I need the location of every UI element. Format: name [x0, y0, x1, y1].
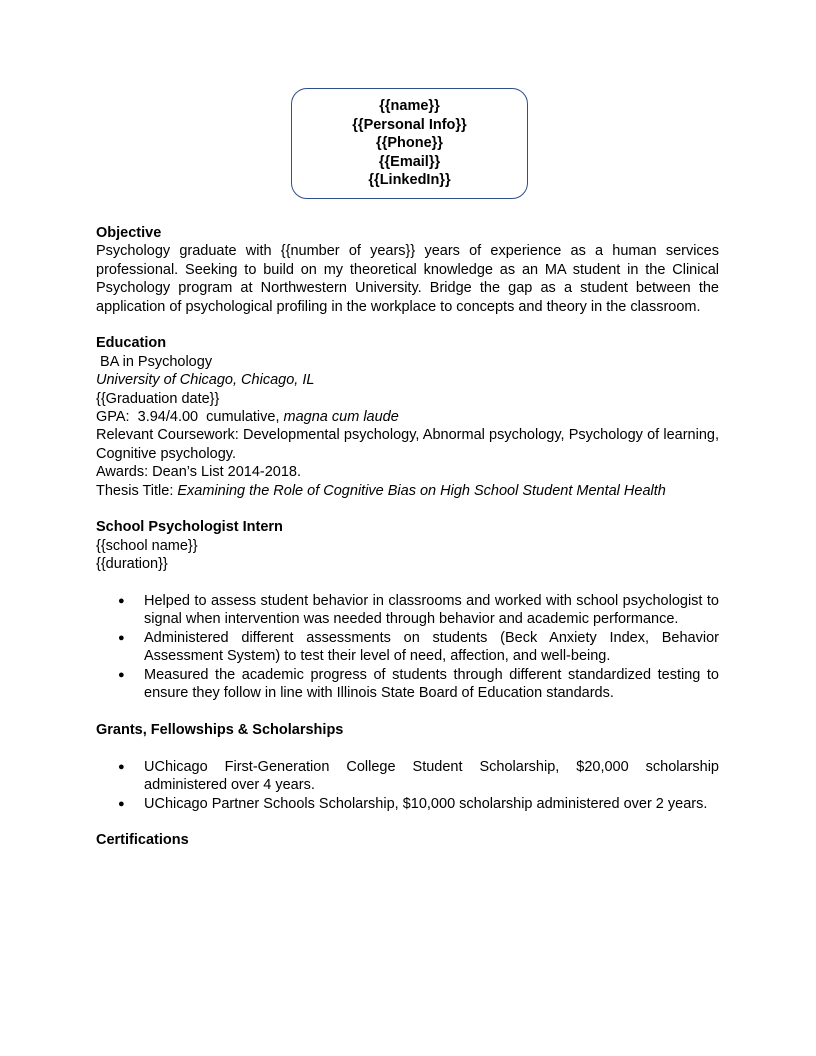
list-item: [96, 629, 719, 666]
name-placeholder: {{name}}: [379, 98, 440, 115]
thesis-label: Thesis Title:: [96, 482, 178, 499]
list-item: [96, 592, 719, 629]
bullet-text: Helped to assess student behavior in classrooms and worked with school psychologist to signal when intervention was needed through behavior and academic performance.: [144, 593, 719, 628]
degree: BA in Psychology: [96, 353, 213, 370]
grants-heading: Grants, Fellowships & Scholarships: [96, 721, 344, 738]
gpa-honor: magna cum laude: [283, 409, 399, 426]
thesis-title: Examining the Role of Cognitive Bias on High School Student Mental Health: [177, 482, 666, 499]
school: University of Chicago, Chicago, IL: [96, 372, 315, 389]
resume-body: [96, 224, 719, 850]
list-item: [96, 666, 719, 703]
duration-placeholder: {{duration}}: [96, 556, 168, 573]
bullet-text: UChicago Partner Schools Scholarship, $10,000 scholarship administered over 2 years.: [144, 795, 708, 812]
experience-heading: School Psychologist Intern: [96, 519, 283, 536]
education-heading: Education: [96, 335, 167, 352]
experience-bullet-list: [96, 592, 719, 702]
bullet-text: Measured the academic progress of students through different standardized testing to ensure they follow in line with Illinois State Board of Education standards.: [144, 666, 719, 702]
awards: Awards: Dean’s List 2014-2018.: [96, 464, 302, 481]
phone-placeholder: {{Phone}}: [376, 135, 443, 152]
graduation-date: {{Graduation date}}: [96, 390, 220, 407]
list-item: [96, 795, 719, 813]
contact-header-box: [291, 88, 528, 199]
bullet-text: UChicago First-Generation College Student Scholarship, $20,000 scholarship administered over 4 years.: [144, 758, 719, 794]
bullet-icon: [118, 795, 125, 813]
certifications-heading: Certifications: [96, 832, 189, 849]
linkedin-placeholder: {{LinkedIn}}: [368, 172, 451, 189]
bullet-icon: [118, 758, 125, 776]
objective-text: Psychology graduate with {{number of years}} years of experience as a human services professional. Seeking to build on my theoretical knowledge as an MA student in the Clinical Psychology program at Northwestern University. Bridge the gap as a student between the application of psychological profiling in the workplace to concepts and theory in the classroom.: [96, 243, 719, 315]
bullet-icon: [118, 592, 125, 610]
bullet-icon: [118, 666, 125, 684]
objective-heading: Objective: [96, 225, 162, 241]
list-item: [96, 758, 719, 795]
personal-info-placeholder: {{Personal Info}}: [352, 116, 467, 133]
gpa: [96, 408, 719, 426]
email-placeholder: {{Email}}: [378, 153, 441, 170]
grants-bullet-list: [96, 758, 719, 813]
gpa-value: GPA: 3.94/4.00 cumulative,: [96, 409, 284, 426]
bullet-text: Administered different assessments on students (Beck Anxiety Index, Behavior Assessment System) to test their level of need, affection, and well-being.: [144, 629, 719, 665]
thesis: [96, 482, 719, 500]
school-name-placeholder: {{school name}}: [96, 537, 198, 554]
relevant-coursework: Relevant Coursework: Developmental psychology, Abnormal psychology, Psychology of learning, Cognitive psychology.: [96, 427, 719, 462]
bullet-icon: [118, 629, 125, 647]
